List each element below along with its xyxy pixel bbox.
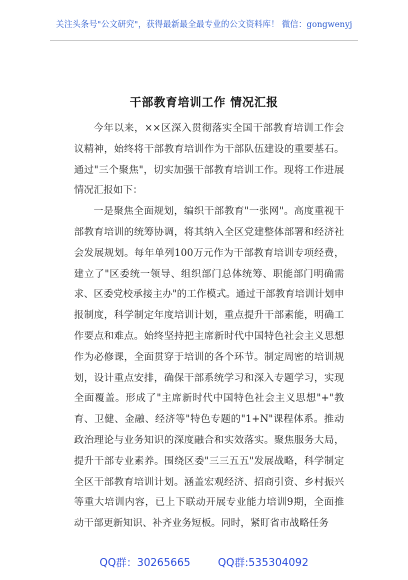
footer-contact (0, 555, 408, 570)
footer-qq-group-2: QQ群:535304092 (217, 557, 309, 569)
paragraph-intro: 今年以来，××区深入贯彻落实全国干部教育培训工作会议精神，始终将干部教育培训作为干部队伍建设的重要基石。通过"三个聚焦"，切实加强干部教育培训工作。现将工作进展情况汇报如下： (74, 123, 344, 197)
footer-qq-group-1: QQ群：30265665 (99, 557, 191, 569)
document-title: 干部教育培训工作 情况汇报 (129, 95, 279, 109)
header-banner: 关注头条号"公文研究"，获得最新最全最专业的公文资料库！ 微信：gongwenyj (55, 19, 353, 29)
paragraph-point-one: 一是聚焦全面规划，编织干部教育"一张网"。高度重视干部教育培训的统筹协调，将其纳入全区党建整体部署和经济社会发展规划。每年单列100万元作为干部教育培训专项经费，建立了"区委统一领导、组织部门总体统筹、职能部门明确需求、区委党校承接主办"的工作模式。通过干部教育培训计划申报制度，科学制定年度培训计划，重点提升干部素能，明确工作要点和难点。始终坚持把主席新时代中国特色社会主义思想作为必修课，全面贯穿于培训的各个环节。制定周密的培训规划，设计重点安排，确保干部系统学习和深入专题学习，实现全面覆盖。形成了"主席新时代中国特色社会主义思想"+"教育、卫健、金融、经济等"特色专题的"1+N"课程体系。推动政治理论与业务知识的深度融合和实效落实。聚焦服务大局，提升干部专业素养。围绕区委"三三五五"发展战略，科学制定全区干部教育培训计划。涵盖宏观经济、招商引资、乡村振兴等重大培训内容，已上下联动开展专业能力培训9期，全面推动干部更新知识、补齐业务短板。同时，紧盯省市战略任务 (74, 206, 344, 530)
header-divider (50, 40, 358, 41)
document-body (74, 119, 344, 535)
